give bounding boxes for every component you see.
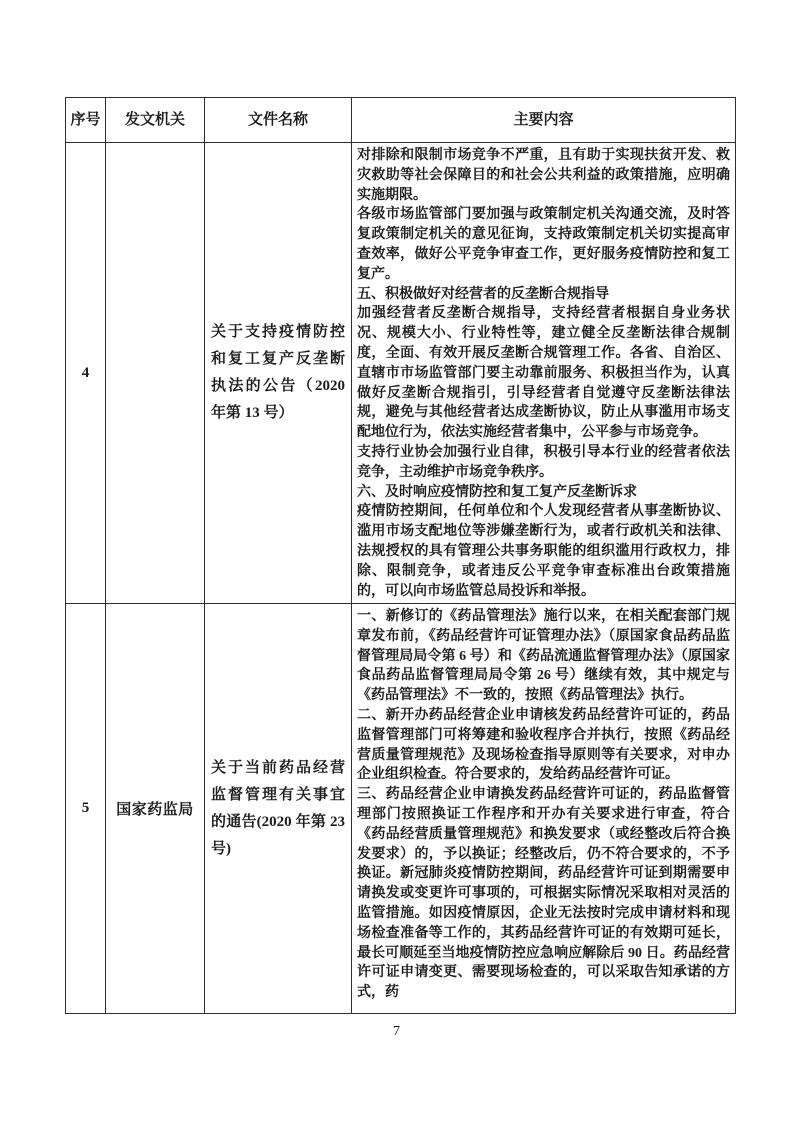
table-row [66, 143, 736, 604]
row4-agency [106, 143, 205, 604]
row5-paragraph: 三、药品经营企业申请换发药品经营许可证的，药品监督管理部门按照换证工作程序和开办有关要求进行审查，符合《药品经营质量管理规范》和换发要求（或经整改后符合换发要求）的，予以换证；经整改后，仍不符合要求的，不予换证。新冠肺炎疫情防控期间，药品经营许可证到期需要申请换发或变更许可事项的，可根据实际情况采取相对灵活的监管措施。如因疫情原因，企业无法按时完成申请材料和现场检查准备等工作的，其药品经营许可证的有效期可延长，最长可顺延至当地疫情防控应急响应解除后 90 日。药品经营许可证申请变更、需要现场检查的，可以采取告知承诺的方式，药 [357, 787, 730, 1001]
header-doc-title: 文件名称 [205, 98, 352, 143]
regulations-table [65, 97, 736, 1014]
row4-paragraph: 各级市场监管部门要加强与政策制定机关沟通交流，及时答复政策制定机关的意见征询，支持政策制定机关切实提高审查效率，做好公平竞争审查工作，更好服务疫情防控和复工复产。 [357, 207, 730, 282]
row4-doc-title: 关于支持疫情防控和复工复产反垄断执法的公告（2020 年第 13 号） [205, 143, 352, 604]
row5-main-content [352, 604, 736, 1014]
row4-paragraph: 五、积极做好对经营者的反垄断合规指导 [357, 286, 609, 302]
row5-doc-title: 关于当前药品经营监督管理有关事宜的通告(2020 年第 23 号) [205, 604, 352, 1014]
row4-paragraph: 六、及时响应疫情防控和复工复产反垄断诉求 [357, 484, 637, 500]
row5-index: 5 [66, 604, 106, 1014]
row5-agency: 国家药监局 [106, 604, 205, 1014]
header-index: 序号 [66, 98, 106, 143]
row5-paragraph: 一、新修订的《药品管理法》施行以来，在相关配套部门规章发布前，《药品经营许可证管理办法》（原国家食品药品监督管理局局令第 6 号）和《药品流通监督管理办法》（原国家食品药品监督管理局局令第 26 号）继续有效，其中规定与《药品管理法》不一致的，按照《药品管理法》执行。 [357, 609, 730, 704]
row4-main-content [352, 143, 736, 604]
header-main-content: 主要内容 [352, 98, 736, 143]
row4-paragraph: 加强经营者反垄断合规指导，支持经营者根据自身业务状况、规模大小、行业特性等，建立健全反垄断法律合规制度，全面、有效开展反垄断合规管理工作。各省、自治区、直辖市市场监管部门要主动靠前服务、积极担当作为，认真做好反垄断合规指引，引导经营者自觉遵守反垄断法律法规，避免与其他经营者达成垄断协议，防止从事滥用市场支配地位行为，依法实施经营者集中，公平参与市场竞争。 [357, 306, 730, 441]
row4-paragraph: 对排除和限制市场竞争不严重，且有助于实现扶贫开发、救灾救助等社会保障目的和社会公共利益的政策措施，应明确实施期限。 [357, 148, 730, 203]
page-number: 7 [393, 1024, 400, 1039]
row5-paragraph: 二、新开办药品经营企业申请核发药品经营许可证的，药品监督管理部门可将筹建和验收程序合并执行，按照《药品经营质量管理规范》及现场检查指导原则等有关要求，对申办企业组织检查。符合要求的，发给药品经营许可证。 [357, 707, 730, 783]
header-agency: 发文机关 [106, 98, 205, 143]
table-header-row [66, 98, 736, 143]
row4-paragraph: 支持行业协会加强行业自律，积极引导本行业的经营者依法竞争，主动维护市场竞争秩序。 [357, 444, 730, 480]
table-row [66, 604, 736, 1014]
row4-index: 4 [66, 143, 106, 604]
row4-paragraph: 疫情防控期间，任何单位和个人发现经营者从事垄断协议、滥用市场支配地位等涉嫌垄断行为，或者行政机关和法律、法规授权的具有管理公共事务职能的组织滥用行政权力，排除、限制竞争，或者违反公平竞争审查标准出台政策措施的，可以向市场监管总局投诉和举报。 [357, 504, 730, 599]
